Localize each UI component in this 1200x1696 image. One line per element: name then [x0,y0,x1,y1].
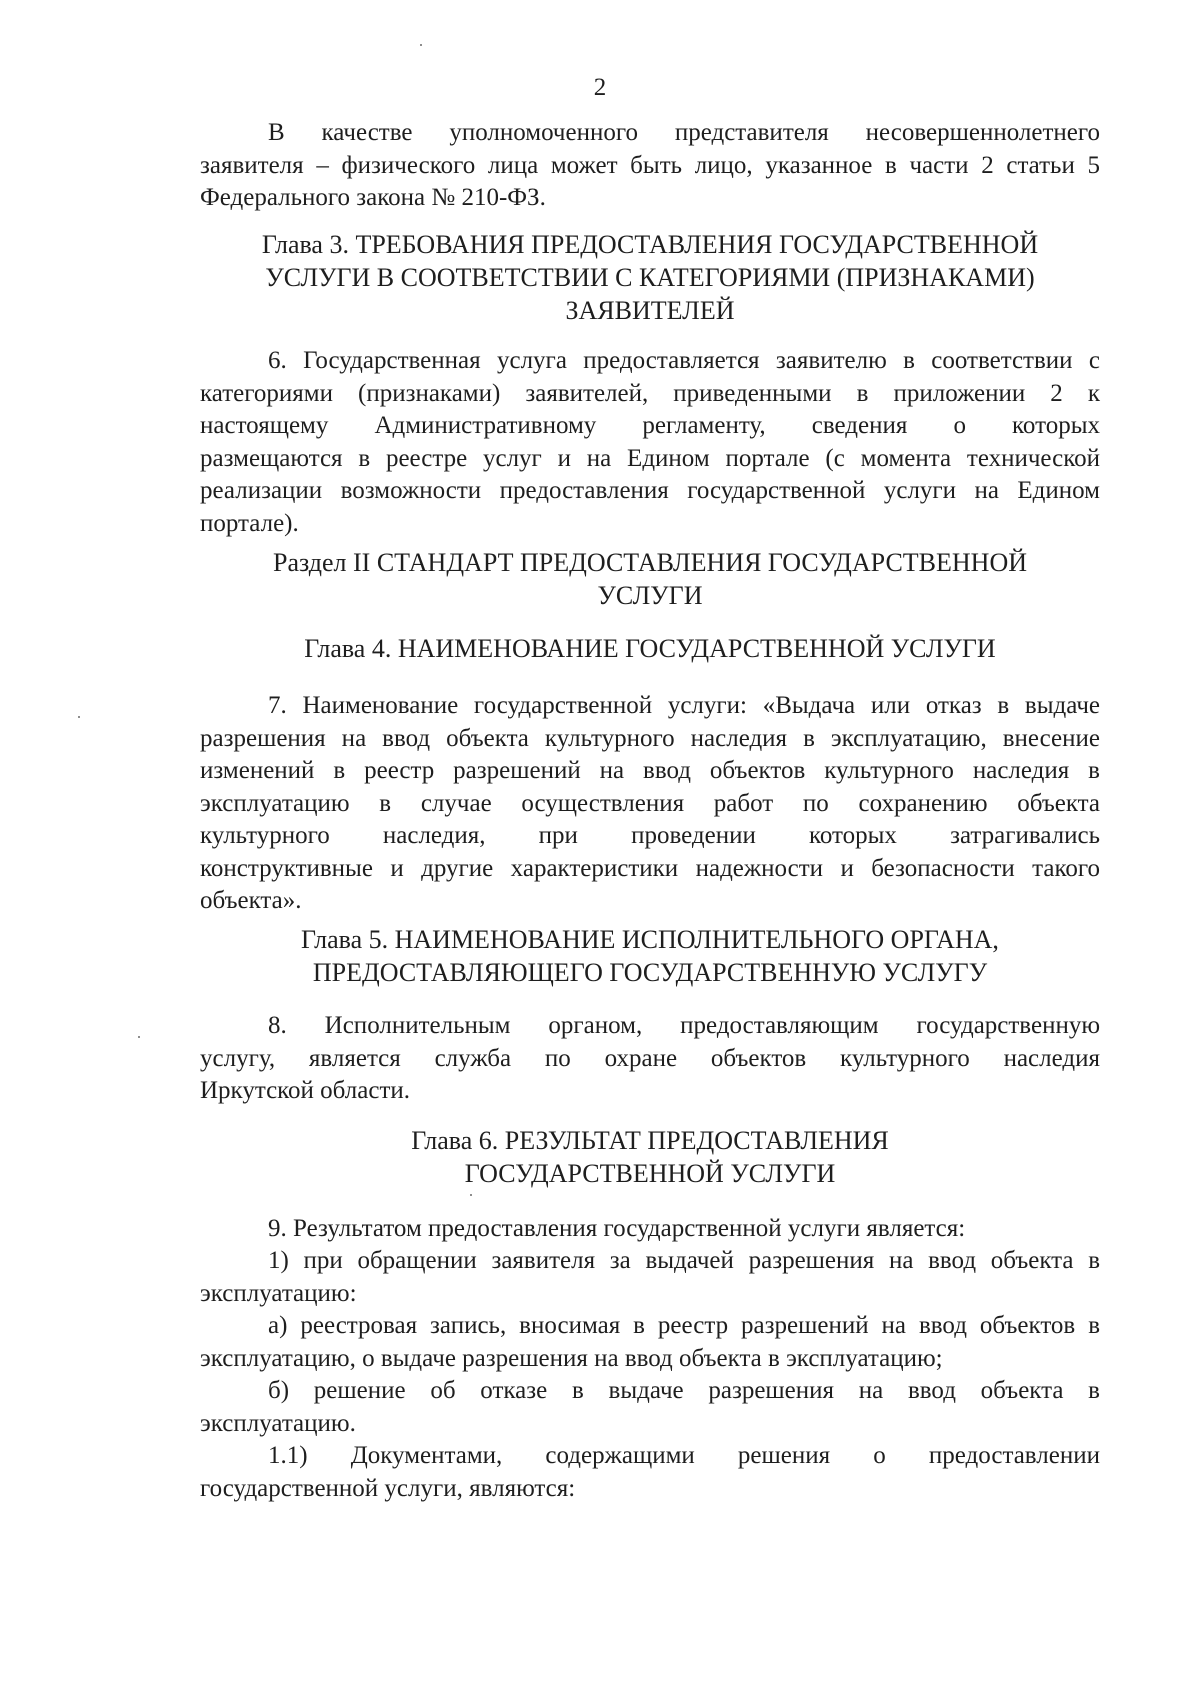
text-line: категориями (признаками) заявителей, приведенными в приложении 2 к [200,379,1100,407]
text-line: государственной услуги, являются: [200,1474,576,1502]
heading-section-2 [200,546,1100,612]
text-line: 6. Государственная услуга предоставляется заявителю в соответствии с [268,347,1100,374]
heading-chapter-3 [200,228,1100,327]
text-line: эксплуатацию, о выдаче разрешения на ввод объекта в эксплуатацию; [200,1344,943,1372]
text-line: конструктивные и другие характеристики надежности и безопасности такого [200,854,1100,882]
heading-line: ГОСУДАРСТВЕННОЙ УСЛУГИ [464,1159,836,1188]
text-line: В качестве уполномоченного представителя несовершеннолетнего [268,119,1100,146]
heading-chapter-4 [200,632,1100,665]
heading-line: ЗАЯВИТЕЛЕЙ [565,296,735,325]
text-line: б) решение об отказе в выдаче разрешения на ввод объекта в [268,1377,1100,1404]
heading-line: УСЛУГИ [597,581,703,610]
scan-speck [420,44,422,46]
text-line: эксплуатацию в случае осуществления работ по сохранению объекта [200,789,1100,817]
text-line: а) реестровая запись, вносимая в реестр разрешений на ввод объектов в [268,1312,1100,1339]
paragraph-9 [200,1213,1100,1246]
text-line: реализации возможности предоставления государственной услуги на Едином [200,477,1100,504]
page-number: 2 [593,74,607,101]
text-line: культурного наследия, при проведении которых затрагивались [200,822,1100,849]
paragraph-9-item-1 [200,1245,1100,1310]
paragraph-intro [200,117,1100,215]
text-line: 7. Наименование государственной услуги: «Выдача или отказ в выдаче [268,692,1100,719]
heading-line: УСЛУГИ В СООТВЕТСТВИИ С КАТЕГОРИЯМИ (ПРИЗНАКАМИ) [265,263,1035,292]
text-line: услугу, является служба по охране объектов культурного наследия [200,1044,1100,1072]
scan-speck [138,1036,140,1038]
text-line: 1) при обращении заявителя за выдачей разрешения на ввод объекта в [268,1247,1100,1274]
heading-line: Раздел II СТАНДАРТ ПРЕДОСТАВЛЕНИЯ ГОСУДАРСТВЕННОЙ [272,548,1028,577]
heading-chapter-6 [200,1124,1100,1190]
heading-line: Глава 3. ТРЕБОВАНИЯ ПРЕДОСТАВЛЕНИЯ ГОСУДАРСТВЕННОЙ [261,230,1039,259]
text-line: эксплуатацию. [200,1409,356,1437]
text-line: размещаются в реестре услуг и на Едином портале (с момента технической [200,444,1100,472]
scan-speck [470,1194,472,1196]
text-line: Иркутской области. [200,1077,410,1104]
text-line: разрешения на ввод объекта культурного наследия в эксплуатацию, внесение [200,724,1100,752]
paragraph-9-item-a [200,1310,1100,1375]
paragraph-9-item-1-1 [200,1440,1100,1505]
text-line: 1.1) Документами, содержащими решения о предоставлении [268,1442,1100,1469]
text-line: 9. Результатом предоставления государственной услуги является: [268,1215,966,1242]
text-line: изменений в реестр разрешений на ввод объектов культурного наследия в [200,757,1100,784]
paragraph-6 [200,345,1100,540]
text-line: эксплуатацию: [200,1279,357,1307]
scan-speck [78,716,80,718]
heading-chapter-5 [200,923,1100,989]
text-line: Федерального закона № 210-ФЗ. [200,184,546,211]
paragraph-8 [200,1010,1100,1108]
text-line: настоящему Административному регламенту, сведения о которых [200,412,1100,439]
heading-line: Глава 5. НАИМЕНОВАНИЕ ИСПОЛНИТЕЛЬНОГО ОРГАНА, [301,925,999,954]
heading-line: Глава 6. РЕЗУЛЬТАТ ПРЕДОСТАВЛЕНИЯ [411,1126,889,1155]
text-line: 8. Исполнительным органом, предоставляющим государственную [268,1012,1100,1039]
heading-line: ПРЕДОСТАВЛЯЮЩЕГО ГОСУДАРСТВЕННУЮ УСЛУГУ [312,958,988,987]
paragraph-9-item-b [200,1375,1100,1440]
paragraph-7 [200,690,1100,918]
text-line: заявителя – физического лица может быть лицо, указанное в части 2 статьи 5 [200,151,1100,179]
text-line: объекта». [200,887,302,914]
text-line: портале). [200,509,299,537]
heading-line: Глава 4. НАИМЕНОВАНИЕ ГОСУДАРСТВЕННОЙ УСЛУГИ [304,634,996,663]
